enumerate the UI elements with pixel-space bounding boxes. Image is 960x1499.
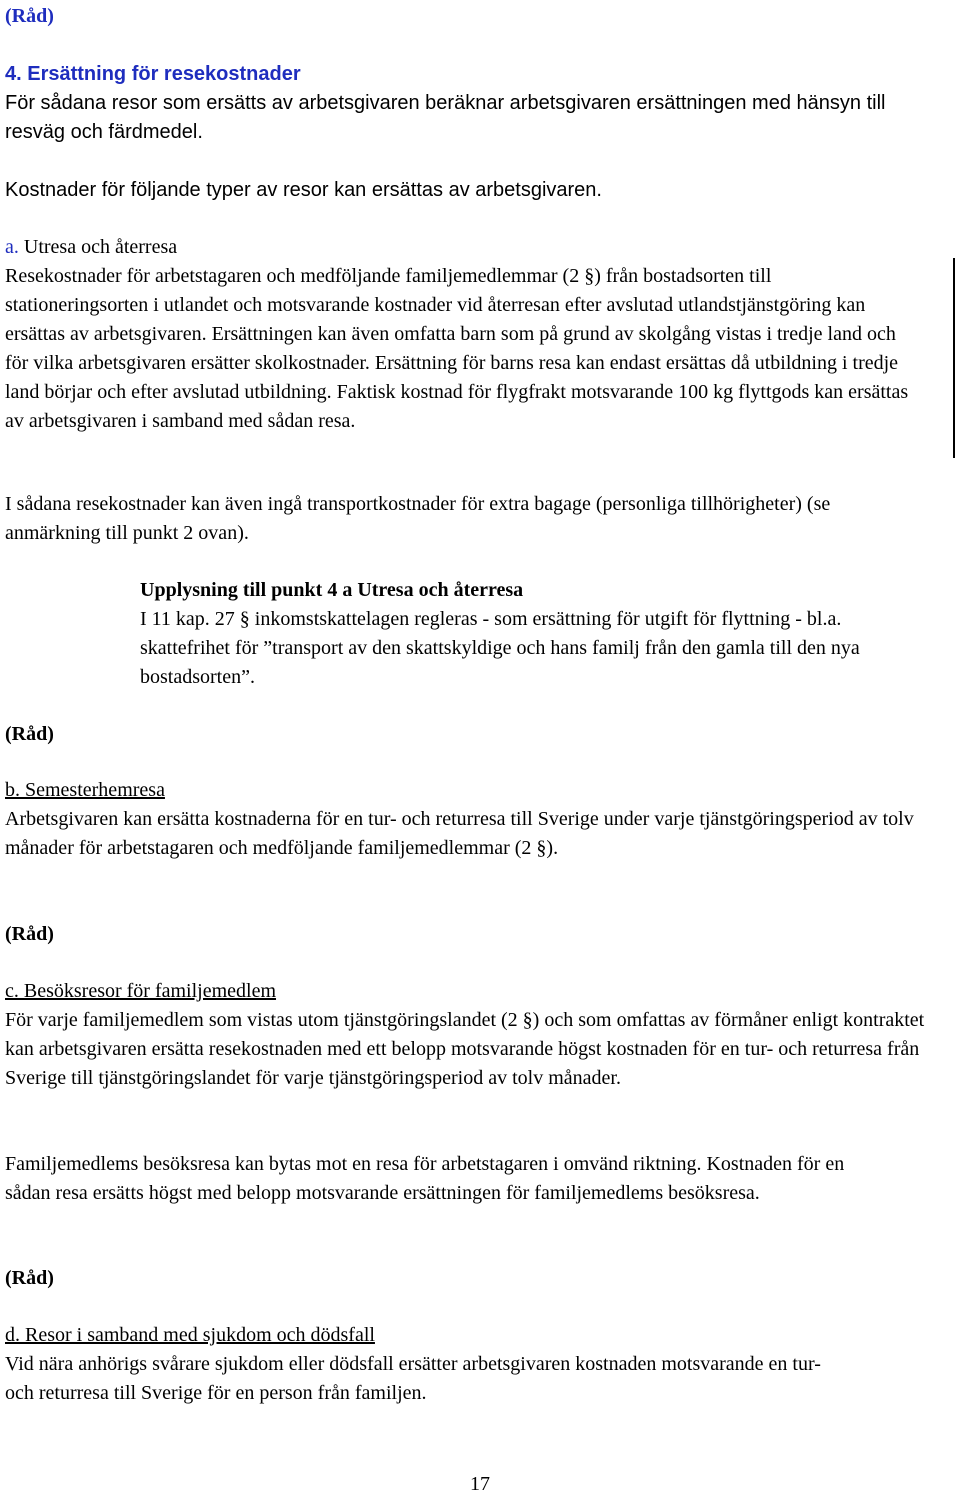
rad-label-a: (Råd) (5, 723, 54, 745)
section-heading: 4. Ersättning för resekostnader (5, 63, 301, 85)
sub-c-title: c. Besöksresor för familjemedlem (5, 980, 277, 1002)
section-intro: För sådana resor som ersätts av arbetsgivaren beräknar arbetsgivaren ersättningen med hänsyn till resväg och färdmedel. (5, 92, 886, 143)
sub-a-p1: Resekostnader för arbetstagaren och medföljande familjemedlemmar (2 §) från bostadsorten till stationeringsorten i utlandet och motsvarande kostnader vid återresan efter avslutad utlandstjänstgöring kan ersättas av arbetsgivaren. (5, 265, 866, 345)
sub-a-paragraph (5, 262, 915, 436)
rad-label-top: (Råd) (5, 5, 54, 27)
types-text: Kostnader för följande typer av resor kan ersättas av arbetsgivaren. (5, 179, 602, 201)
sub-a-p2: I sådana resekostnader kan även ingå transportkostnader för extra bagage (personliga tillhörigheter) (se anmärkning till punkt 2 ovan). (5, 493, 831, 544)
sub-b-title: b. Semesterhemresa (5, 779, 165, 801)
sub-a-heading (5, 233, 920, 262)
revision-bar (953, 258, 955, 458)
page-number: 17 (470, 1473, 490, 1495)
sub-b-text: Arbetsgivaren kan ersätta kostnaderna för en tur- och returresa till Sverige under varje tjänstgöringsperiod av tolv månader för arbetstagaren och medföljande familjemedlemmar (2 §). (5, 808, 914, 859)
sub-a-p1b: Ersättningen kan även omfatta barn som på grund av skolgång vistas i tredje land och för vilka arbetsgivaren ersätter skolkostnader. Ersättning för barns resa kan endast ersättas då utbildning i tredje land börjar och efter avslutad utbildning. (5, 323, 899, 403)
sub-d-title: d. Resor i samband med sjukdom och dödsfall (5, 1324, 375, 1346)
sub-d-text: Vid nära anhörigs svårare sjukdom eller dödsfall ersätter arbetsgivaren kostnaden motsvarande en tur- och returresa till Sverige för en person från familjen. (5, 1353, 821, 1404)
sub-a-title: Utresa och återresa (23, 236, 178, 258)
sub-a-letter: a. (5, 236, 19, 258)
sub-a-p1c: Faktisk kostnad för flygfrakt motsvarande 100 kg flyttgods kan ersättas av arbetsgivaren i samband med sådan resa. (5, 381, 909, 432)
rad-label-b: (Råd) (5, 923, 54, 945)
sub-c-text1: För varje familjemedlem som vistas utom tjänstgöringslandet (2 §) och som omfattas av förmåner enligt kontraktet kan arbetsgivaren ersätta resekostnaden med ett belopp motsvarande högst kostnaden för en tur- och returresa från Sverige till tjänstgöringslandet för varje tjänstgöringsperiod av tolv månader. (5, 1009, 925, 1089)
note-heading: Upplysning till punkt 4 a Utresa och återresa (140, 579, 524, 601)
rad-label-c: (Råd) (5, 1267, 54, 1289)
sub-c-text2: Familjemedlems besöksresa kan bytas mot en resa för arbetstagaren i omvänd riktning. Kostnaden för en sådan resa ersätts högst med belopp motsvarande ersättningen för familjemedlems besöksresa. (5, 1153, 845, 1204)
note-text: I 11 kap. 27 § inkomstskattelagen regleras - som ersättning för utgift för flyttning - bl.a. skattefrihet för ”transport av den skattskyldige och hans familj från den gamla till den nya bostadsorten”. (140, 608, 860, 688)
